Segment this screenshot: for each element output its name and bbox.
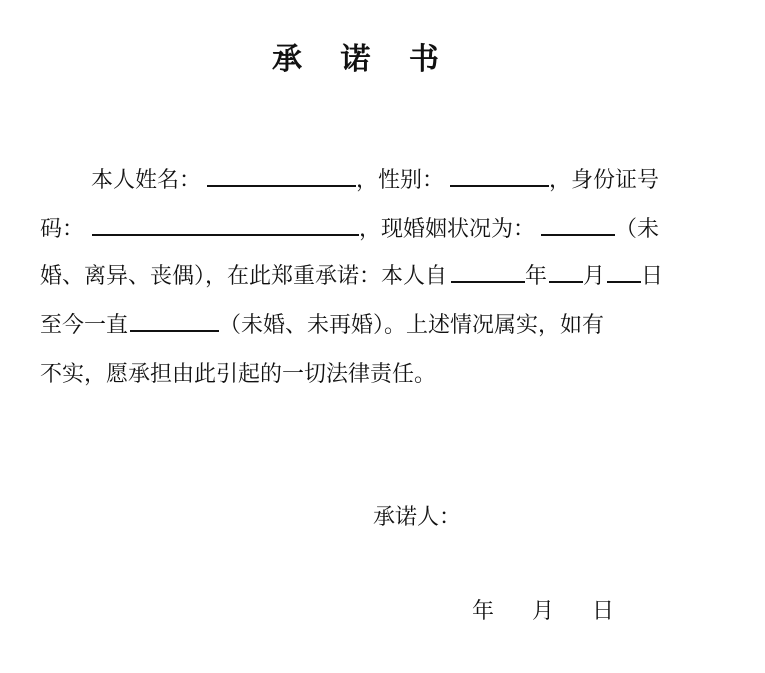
paragraph-line-3: [40, 262, 663, 292]
since-day-blank[interactable]: [607, 263, 641, 283]
paragraph-line-2: [40, 215, 659, 245]
date-day-label: 日: [592, 599, 615, 624]
marital-options-start: （未: [615, 217, 660, 242]
since-label: 至今一直: [40, 313, 129, 338]
id-label: ，身份证号: [549, 168, 660, 193]
marital-status-blank[interactable]: [541, 216, 615, 236]
signature-date: [472, 597, 614, 627]
since-month-label: 月: [583, 264, 606, 289]
id-label-continued: 码：: [40, 217, 85, 242]
paragraph-line-1: [91, 166, 659, 196]
id-number-blank[interactable]: [92, 216, 359, 236]
gender-blank[interactable]: [450, 167, 549, 187]
status-statement: （未婚、未再婚）。上述情况属实，如有: [219, 313, 605, 338]
signature-label: 承诺人：: [373, 505, 462, 530]
marital-options-end: 婚、离异、丧偶），在此郑重承诺：本人自: [40, 264, 448, 289]
since-year-label: 年: [525, 264, 548, 289]
name-blank[interactable]: [207, 167, 356, 187]
paragraph-line-5: [40, 360, 436, 390]
current-status-blank[interactable]: [130, 312, 219, 332]
since-day-label: 日: [641, 264, 664, 289]
since-month-blank[interactable]: [549, 263, 583, 283]
paragraph-line-4: [40, 311, 604, 341]
date-month-label: 月: [532, 599, 555, 624]
since-year-blank[interactable]: [451, 263, 525, 283]
date-year-label: 年: [472, 599, 495, 624]
document-title: 承 诺 书: [272, 42, 453, 77]
marital-status-label: ，现婚姻状况为：: [359, 217, 536, 242]
gender-label: ，性别：: [356, 168, 445, 193]
liability-statement: 不实，愿承担由此引起的一切法律责任。: [40, 362, 437, 387]
name-label: 本人姓名：: [91, 168, 202, 193]
